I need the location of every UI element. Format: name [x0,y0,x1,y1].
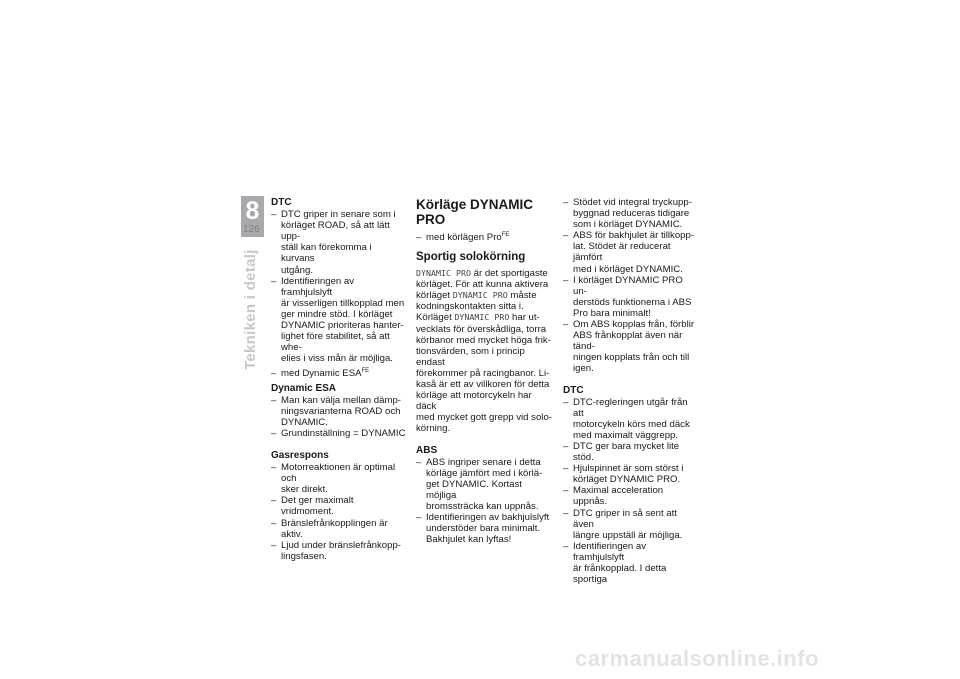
text-line: Körläget [416,312,455,324]
text-line: med maximalt väggrepp. [573,429,679,441]
dtc-list [271,209,407,364]
gas-response-list [271,462,407,562]
text-line: get DYNAMIC. Kortast möjliga [426,478,522,501]
text-line: – Hjulspinnet är som störst i [573,463,684,475]
dtc-list-2 [563,397,699,586]
text-line: elies i viss mån är möjliga. [281,353,393,365]
text-line: – DTC ger bara mycket lite stöd. [573,440,680,464]
text-line: ger mindre stöd. I körläget [281,308,393,320]
list-item [271,368,407,379]
text-line: vecklats för överskådliga, torra [416,323,547,335]
text-line: – Stödet vid integral tryckupp- [573,197,692,208]
text-line: är det sportigaste [470,268,548,280]
text-line: – Identifieringen av bakhjulslyft [426,512,550,524]
text-line: ABS frånkopplat även när tänd- [573,330,683,353]
column-2 [416,197,552,545]
text-line: körläget ROAD, så att lätt upp- [281,220,390,243]
pro-list [416,232,552,243]
list-item [563,230,699,274]
text-line: måste [507,290,537,302]
text-line: – Grundinställning = DYNAMIC [281,427,406,439]
text-line: ningsvarianterna ROAD och [281,405,401,417]
list-item [271,540,407,562]
text-line: är frånkopplad. I detta sportiga [573,563,667,586]
page-number: 126 [243,224,260,235]
list-item [271,395,407,428]
text-line: körläget. För att kunna aktivera [416,279,549,291]
text-line: – I körläget DYNAMIC PRO un- [573,274,683,297]
text-line: sker direkt. [281,484,328,496]
text-line: derstöds funktionerna i ABS [573,296,692,308]
text-line: ningen kopplats från och till [573,352,690,364]
text-line: – Om ABS kopplas från, förblir [573,319,695,331]
list-item [563,319,699,374]
list-item [271,276,407,365]
text-line: – DTC-regleringen utgår från att [573,396,688,419]
text-line: förekommer på racingbanor. Li- [416,367,550,379]
dynamic-esa-list [271,395,407,439]
text-line: DYNAMIC. [281,416,328,428]
list-item [416,232,552,243]
list-item [563,275,699,319]
text-line: med körlägen Pro [426,232,502,243]
text-line: körläge jämfört med i körlä- [426,467,543,479]
section-title: Körläge DYNAMIC PRO [416,197,534,227]
esa-list [271,368,407,379]
list-item [271,518,407,540]
gas-response-heading: Gasrespons [271,449,329,461]
text-line: – DTC griper in så sent att även [573,507,677,530]
text-line: körbanor med mycket höga frik- [416,334,551,346]
sport-heading: Sportig solokörning [416,251,526,264]
text-line: som i körläget DYNAMIC. [573,219,683,231]
watermark: carmanualsonline.info [575,646,819,671]
list-item [563,508,699,541]
text-line: körläge att motorcykeln har däck [416,390,532,413]
dtc-heading-2: DTC [563,384,584,396]
abs-continued-list [563,197,699,375]
text-line: – Maximal acceleration uppnås. [573,485,664,508]
text-line: – Bränslefrånkopplingen är aktiv. [281,517,388,540]
text-line: längre uppställ är möjliga. [573,529,683,541]
text-line: körläget [416,290,453,302]
abs-heading: ABS [416,444,438,456]
dynamic-esa-heading: Dynamic ESA [271,382,337,394]
text-line: – Man kan välja mellan dämp- [281,394,401,406]
list-item [271,209,407,276]
text-line: lingsfasen. [281,550,327,562]
text-line: har ut- [509,312,540,324]
list-item [563,441,699,463]
text-line: kodningskontakten sitta i. [416,301,524,313]
text-line: byggnad reduceras tidigare [573,208,690,220]
mono-term: DYNAMIC PRO [416,268,471,279]
text-line: med Dynamic ESA [281,368,362,380]
text-line: körläget DYNAMIC PRO. [573,474,681,486]
text-line: med mycket gott grepp vid solo- [416,412,552,424]
mono-term: DYNAMIC PRO [454,312,510,323]
sport-paragraph [416,268,552,434]
text-line: – Motorreaktionen är optimal och [281,462,396,485]
mono-term: DYNAMIC PRO [452,290,508,301]
text-line: lat. Stödet är reducerat jämfört [573,241,671,264]
text-line: ställ kan förekomma i kurvans [281,242,372,265]
text-line: igen. [573,363,594,375]
list-item [271,428,407,439]
text-line: understöder bara minimalt. [426,523,541,535]
text-line: – Det ger maximalt vridmoment. [281,495,354,518]
list-item [271,462,407,495]
text-line: – ABS för bakhjulet är tillkopp- [573,230,695,242]
text-line: med i körläget DYNAMIC. [573,263,683,275]
list-item [563,397,699,441]
chapter-number: 8 [245,197,260,225]
list-item [416,457,552,512]
text-line: Bakhjulet kan lyftas! [426,534,512,546]
text-line: – Ljud under bränslefrånkopp- [281,539,402,551]
text-line: lighet före stabilitet, så att whe- [281,331,390,354]
abs-list [416,457,552,546]
text-line: kaså är ett av villkoren för detta [416,379,550,391]
chapter-vertical-title: Tekniken i detalj [242,249,259,370]
text-line: – Identifieringen av framhjulslyft [573,540,647,563]
list-item [563,197,699,230]
text-line: motorcykeln körs med däck [573,418,690,430]
text-line: Pro bara minimalt! [573,307,651,319]
dtc-heading: DTC [271,197,292,208]
text-line: DYNAMIC prioriteras hanter- [281,320,404,332]
text-line: utgång. [281,264,314,276]
list-item [563,541,699,585]
text-line: – DTC griper in senare som i [281,209,396,221]
list-item [416,512,552,545]
column-3 [563,197,699,585]
column-1 [271,197,407,562]
text-line: – ABS ingriper senare i detta [426,456,541,468]
text-line: – Identifieringen av framhjulslyft [281,275,355,298]
list-item [563,463,699,485]
text-line: är visserligen tillkopplad men [281,297,405,309]
text-line: tionsvärden, som i princip endast [416,345,525,368]
text-line: körning. [416,423,451,435]
superscript: FE [501,231,510,238]
text-line: bromssträcka kan uppnås. [426,500,539,512]
list-item [563,485,699,507]
superscript: FE [361,368,370,375]
list-item [271,495,407,517]
